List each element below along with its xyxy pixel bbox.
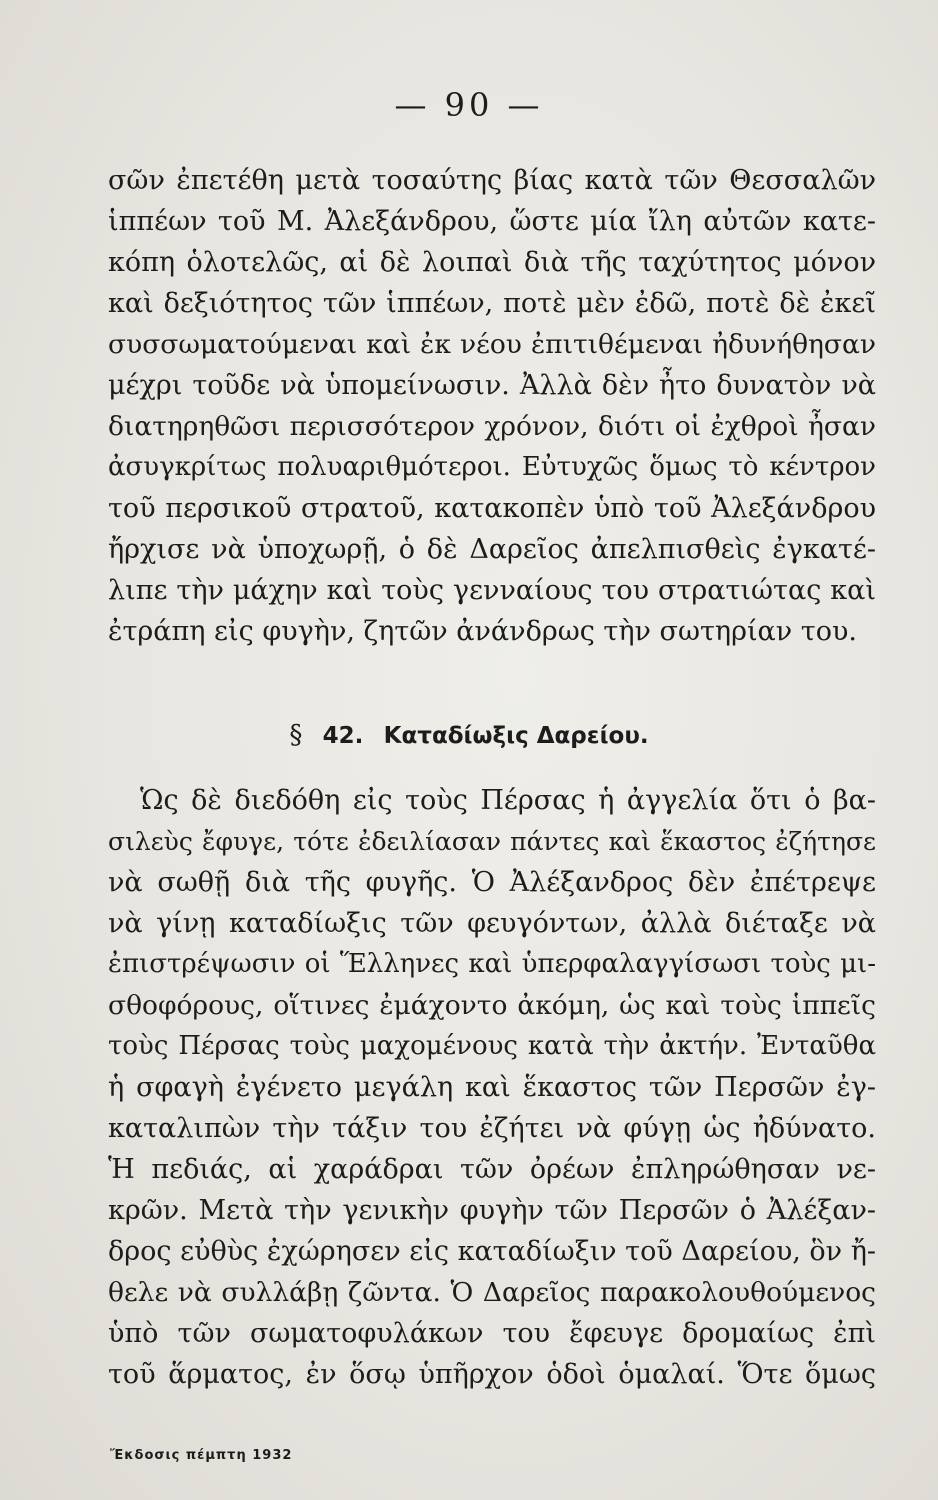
text-line: συσσωματούμεναι καὶ ἐκ νέου ἐπιτιθέμεναι ἠδυνήθησαν [108, 329, 876, 360]
paragraph-2 [108, 780, 876, 1395]
page-number: — 90 — [394, 86, 544, 124]
text-line: καὶ δεξιότητος τῶν ἱππέων, ποτὲ μὲν ἐδῶ, ποτὲ δὲ ἐκεῖ [108, 288, 876, 319]
text-line: νὰ γίνῃ καταδίωξις τῶν φευγόντων, ἀλλὰ διέταξε νὰ [108, 908, 876, 939]
text-line: κρῶν. Μετὰ τὴν γενικὴν φυγὴν τῶν Περσῶν ὁ Ἀλέξαν- [108, 1195, 876, 1226]
text-line: ἐπιστρέψωσιν οἱ Ἕλληνες καὶ ὑπερφαλαγγίσωσι τοὺς μι- [108, 949, 876, 979]
text-line: κόπη ὁλοτελῶς, αἱ δὲ λοιπαὶ διὰ τῆς ταχύτητος μόνον [108, 247, 876, 278]
text-line: ἱππέων τοῦ Μ. Ἀλεξάνδρου, ὥστε μία ἴλη αὐτῶν κατε- [108, 206, 876, 237]
text-line: νὰ σωθῇ διὰ τῆς φυγῆς. Ὁ Ἀλέξανδρος δὲν ἐπέτρεψε [108, 867, 876, 898]
text-line: ὑπὸ τῶν σωματοφυλάκων του ἔφευγε δρομαίως ἐπὶ [108, 1318, 876, 1349]
text-line: ἀσυγκρίτως πολυαριθμότεροι. Εὐτυχῶς ὅμως τὸ κέντρον [108, 452, 876, 482]
text-line: ἐτράπη εἰς φυγὴν, ζητῶν ἀνάνδρως τὴν σωτηρίαν του. [108, 616, 857, 647]
section-symbol: § [289, 720, 303, 750]
paragraph-1 [108, 160, 876, 652]
text-line: Ὡς δὲ διεδόθη εἰς τοὺς Πέρσας ἡ ἀγγελία ὅτι ὁ βα- [140, 785, 876, 816]
text-line: καταλιπὼν τὴν τάξιν του ἐζήτει νὰ φύγῃ ὡς ἠδύνατο. [108, 1113, 876, 1144]
text-line: μέχρι τοῦδε νὰ ὑπομείνωσιν. Ἀλλὰ δὲν ἦτο δυνατὸν νὰ [108, 370, 876, 401]
text-line: θελε νὰ συλλάβῃ ζῶντα. Ὁ Δαρεῖος παρακολουθούμενος [108, 1277, 876, 1308]
text-line: λιπε τὴν μάχην καὶ τοὺς γενναίους του στρατιώτας καὶ [108, 575, 876, 606]
section-number: 42. [322, 723, 364, 749]
text-line: δρος εὐθὺς ἐχώρησεν εἰς καταδίωξιν τοῦ Δαρείου, ὃν ἤ- [108, 1236, 876, 1267]
text-line: σθοφόρους, οἵτινες ἐμάχοντο ἀκόμη, ὡς καὶ τοὺς ἱππεῖς [108, 990, 876, 1021]
text-line: τοὺς Πέρσας τοὺς μαχομένους κατὰ τὴν ἀκτήν. Ἐνταῦθα [108, 1031, 876, 1061]
section-heading [0, 720, 938, 750]
text-line: ἡ σφαγὴ ἐγένετο μεγάλη καὶ ἕκαστος τῶν Περσῶν ἐγ- [108, 1072, 876, 1103]
text-line: τοῦ ἅρματος, ἐν ὅσῳ ὑπῆρχον ὁδοὶ ὁμαλαί. Ὅτε ὅμως [108, 1359, 876, 1390]
text-line: Ἡ πεδιάς, αἱ χαράδραι τῶν ὀρέων ἐπληρώθησαν νε- [108, 1154, 876, 1185]
text-line: σῶν ἐπετέθη μετὰ τοσαύτης βίας κατὰ τῶν Θεσσαλῶν [108, 165, 876, 196]
text-line: τοῦ περσικοῦ στρατοῦ, κατακοπὲν ὑπὸ τοῦ Ἀλεξάνδρου [108, 493, 876, 524]
text-line: ἤρχισε νὰ ὑποχωρῇ, ὁ δὲ Δαρεῖος ἀπελπισθεὶς ἐγκατέ- [108, 534, 876, 565]
text-line: διατηρηθῶσι περισσότερον χρόνον, διότι οἱ ἐχθροὶ ἦσαν [108, 411, 876, 442]
edition-footer: Ἔκδοσις πέμπτη 1932 [110, 1448, 293, 1463]
section-title: Καταδίωξις Δαρείου. [383, 723, 649, 749]
text-line: σιλεὺς ἔφυγε, τότε ἐδειλίασαν πάντες καὶ ἕκαστος ἐζήτησε [108, 827, 876, 856]
